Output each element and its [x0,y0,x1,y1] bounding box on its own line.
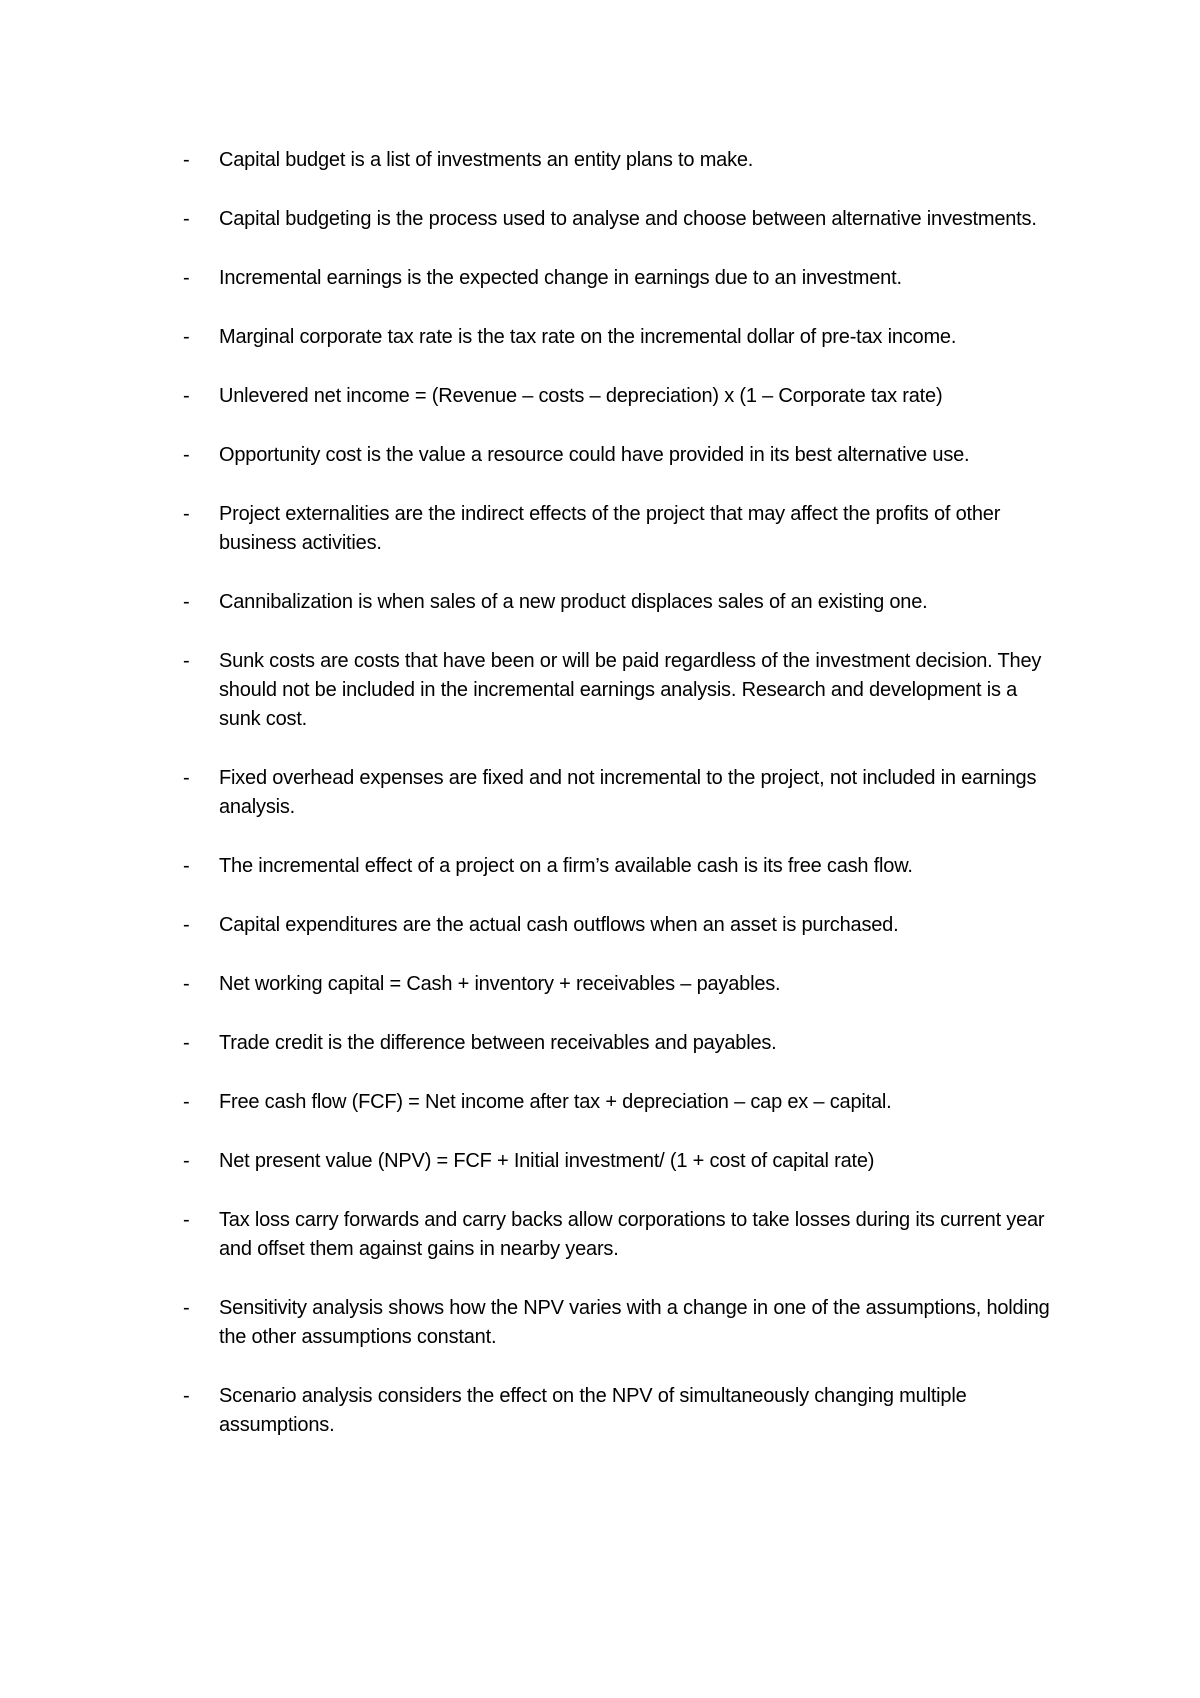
list-item [183,1206,1063,1264]
list-item-text: Capital budget is a list of investments an entity plans to make. [219,149,754,171]
list-item-text: The incremental effect of a project on a firm’s available cash is its free cash flow. [219,855,913,877]
bullet-dash: - [183,444,190,466]
bullet-dash: - [183,208,190,230]
bullet-dash: - [183,973,190,995]
bullet-dash: - [183,914,190,936]
list-item-text: Fixed overhead expenses are fixed and not incremental to the project, not included in earnings analysis. [219,767,1037,818]
list-item [183,588,1063,617]
list-item [183,500,1063,558]
bullet-dash: - [183,1209,190,1231]
bullet-dash: - [183,326,190,348]
bullet-list [183,146,1063,1470]
list-item-text: Free cash flow (FCF) = Net income after tax + depreciation – cap ex – capital. [219,1091,892,1113]
list-item [183,852,1063,881]
list-item [183,323,1063,352]
list-item-text: Marginal corporate tax rate is the tax rate on the incremental dollar of pre-tax income. [219,326,957,348]
list-item [183,1088,1063,1117]
bullet-dash: - [183,1385,190,1407]
list-item-text: Capital budgeting is the process used to analyse and choose between alternative investments. [219,208,1037,230]
list-item-text: Trade credit is the difference between receivables and payables. [219,1032,777,1054]
list-item [183,1147,1063,1176]
list-item [183,441,1063,470]
list-item [183,764,1063,822]
list-item [183,1382,1063,1440]
list-item [183,205,1063,234]
bullet-dash: - [183,267,190,289]
bullet-dash: - [183,767,190,789]
list-item [183,1029,1063,1058]
list-item [183,647,1063,734]
list-item [183,970,1063,999]
bullet-dash: - [183,503,190,525]
list-item-text: Cannibalization is when sales of a new product displaces sales of an existing one. [219,591,928,613]
list-item [183,146,1063,175]
bullet-dash: - [183,385,190,407]
bullet-dash: - [183,149,190,171]
list-item-text: Capital expenditures are the actual cash outflows when an asset is purchased. [219,914,899,936]
list-item-text: Sensitivity analysis shows how the NPV varies with a change in one of the assumptions, holding the other assumptions constant. [219,1297,1050,1348]
bullet-dash: - [183,1091,190,1113]
list-item [183,911,1063,940]
bullet-dash: - [183,1150,190,1172]
list-item-text: Project externalities are the indirect effects of the project that may affect the profits of other business activities. [219,503,1001,554]
bullet-dash: - [183,591,190,613]
list-item-text: Incremental earnings is the expected change in earnings due to an investment. [219,267,902,289]
list-item [183,1294,1063,1352]
bullet-dash: - [183,855,190,877]
bullet-dash: - [183,1032,190,1054]
list-item [183,264,1063,293]
list-item-text: Tax loss carry forwards and carry backs allow corporations to take losses during its current year and offset them against gains in nearby years. [219,1209,1045,1260]
list-item-text: Net present value (NPV) = FCF + Initial investment/ (1 + cost of capital rate) [219,1150,875,1172]
list-item [183,382,1063,411]
list-item-text: Unlevered net income = (Revenue – costs – depreciation) x (1 – Corporate tax rate) [219,385,943,407]
list-item-text: Opportunity cost is the value a resource could have provided in its best alternative use. [219,444,970,466]
list-item-text: Scenario analysis considers the effect on the NPV of simultaneously changing multiple assumptions. [219,1385,967,1436]
list-item-text: Net working capital = Cash + inventory + receivables – payables. [219,973,781,995]
bullet-dash: - [183,1297,190,1319]
list-item-text: Sunk costs are costs that have been or will be paid regardless of the investment decision. They should not be included in the incremental earnings analysis. Research and development is a sunk cost. [219,650,1042,730]
bullet-dash: - [183,650,190,672]
